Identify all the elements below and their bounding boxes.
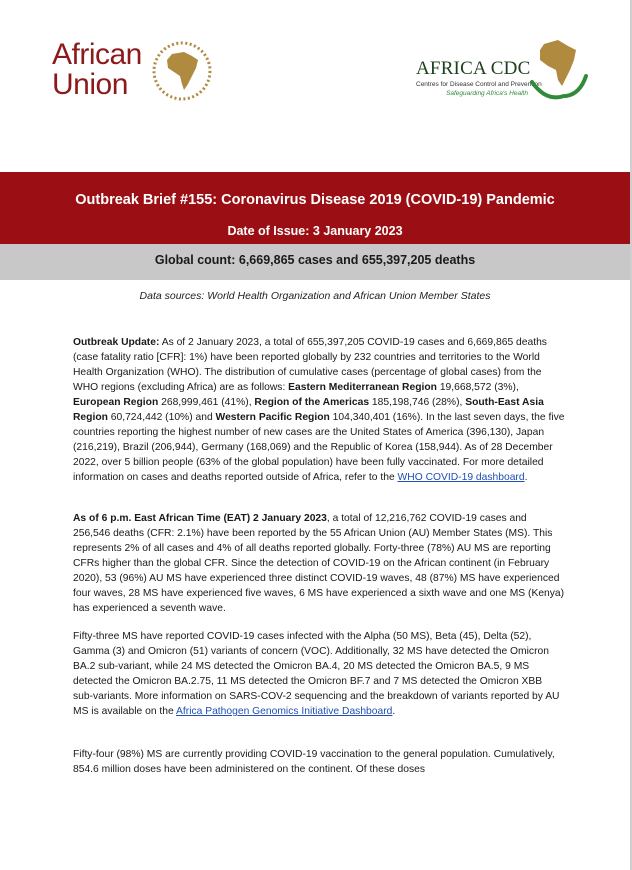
pathogen-genomics-dashboard-link[interactable]: Africa Pathogen Genomics Initiative Dashboard [176,706,393,717]
cdc-tagline: Safeguarding Africa's Health [446,90,528,97]
cdc-subtitle: Centres for Disease Control and Prevention [416,81,542,88]
variants-paragraph: Fifty-three MS have reported COVID-19 cases infected with the Alpha (50 MS), Beta (45), Delta (52), Gamma (3) and Omicron (51) variants of concern (VOC). Additionally, 32 MS have detected the Omicron BA.2 sub-variant, while 24 MS detected the Omicron BA.4, 20 MS detected the Omicron BA.5, 9 MS detected the Omicron BA.2.75, 11 MS detected the Omicron BF.7 and 7 MS detected the Omicron XBB sub-variants. More information on SARS-COV-2 sequencing and the breakdown of variants reported by AU MS is available on the Africa Pathogen Genomics Initiative Dashboard. [73,631,560,717]
title-banner [0,172,630,244]
data-sources: Data sources: World Health Organization and African Union Member States [139,290,491,302]
global-count: Global count: 6,669,865 cases and 655,397,205 deaths [154,253,476,267]
outbreak-update-paragraph: Outbreak Update: As of 2 January 2023, a total of 655,397,205 COVID-19 cases and 6,669,865 deaths (case fatality ratio [CFR]: 1%) have been reported globally by 232 countries and territories to the World Health Organization (WHO). The distribution of cumulative cases (percentage of global cases) from the WHO regions (excluding Africa) are as follows: Eastern Mediterranean Region 19,668,572 (3%), European Region 268,999,461 (41%), Region of the Americas 185,198,746 (28%), South-East Asia Region 60,724,442 (10%) and Western Pacific Region 104,340,401 (16%). In the last seven days, the five countries reporting the highest number of new cases are the United States of America (396,130), Japan (216,219), Brazil (206,944), Germany (168,069) and the Republic of Korea (158,944). As of 28 December 2022, over 5 billion people (63% of the global population) have been fully vaccinated. For more detailed information on cases and deaths reported outside of Africa, refer to the WHO COVID-19 dashboard. [73,337,565,483]
brief-title: Outbreak Brief #155: Coronavirus Disease 2019 (COVID-19) Pandemic [75,192,555,208]
africa-cdc-logo [416,36,596,106]
au-emblem-icon [152,40,212,102]
africa-map-icon [528,36,590,102]
vaccination-paragraph: Fifty-four (98%) MS are currently providing COVID-19 vaccination to the general population. Cumulatively, 854.6 million doses have been administered on the continent. Of these doses [73,749,555,775]
global-count-banner [0,244,630,280]
who-dashboard-link[interactable]: WHO COVID-19 dashboard [397,472,525,483]
africa-summary-paragraph: As of 6 p.m. East African Time (EAT) 2 January 2023, a total of 12,216,762 COVID-19 cases and 256,546 deaths (CFR: 2.1%) have been reported by the 55 African Union (AU) Member States (MS). This represents 2% of all cases and 4% of all deaths reported globally. Forty-three (78%) AU MS are reporting CFRs higher than the global CFR. Since the detection of COVID-19 on the African continent (in February 2020), 53 (96%) AU MS have experienced three distinct COVID-19 waves, 48 (87%) MS have experienced four waves, 28 MS have experienced five waves, 6 MS have experienced a sixth wave and one MS (Kenya) has experienced a seventh wave. [73,513,565,614]
issue-date: Date of Issue: 3 January 2023 [227,224,403,238]
african-union-logo [52,40,212,104]
au-wordmark: African Union [52,38,142,101]
cdc-wordmark: AFRICA CDC [416,58,531,79]
